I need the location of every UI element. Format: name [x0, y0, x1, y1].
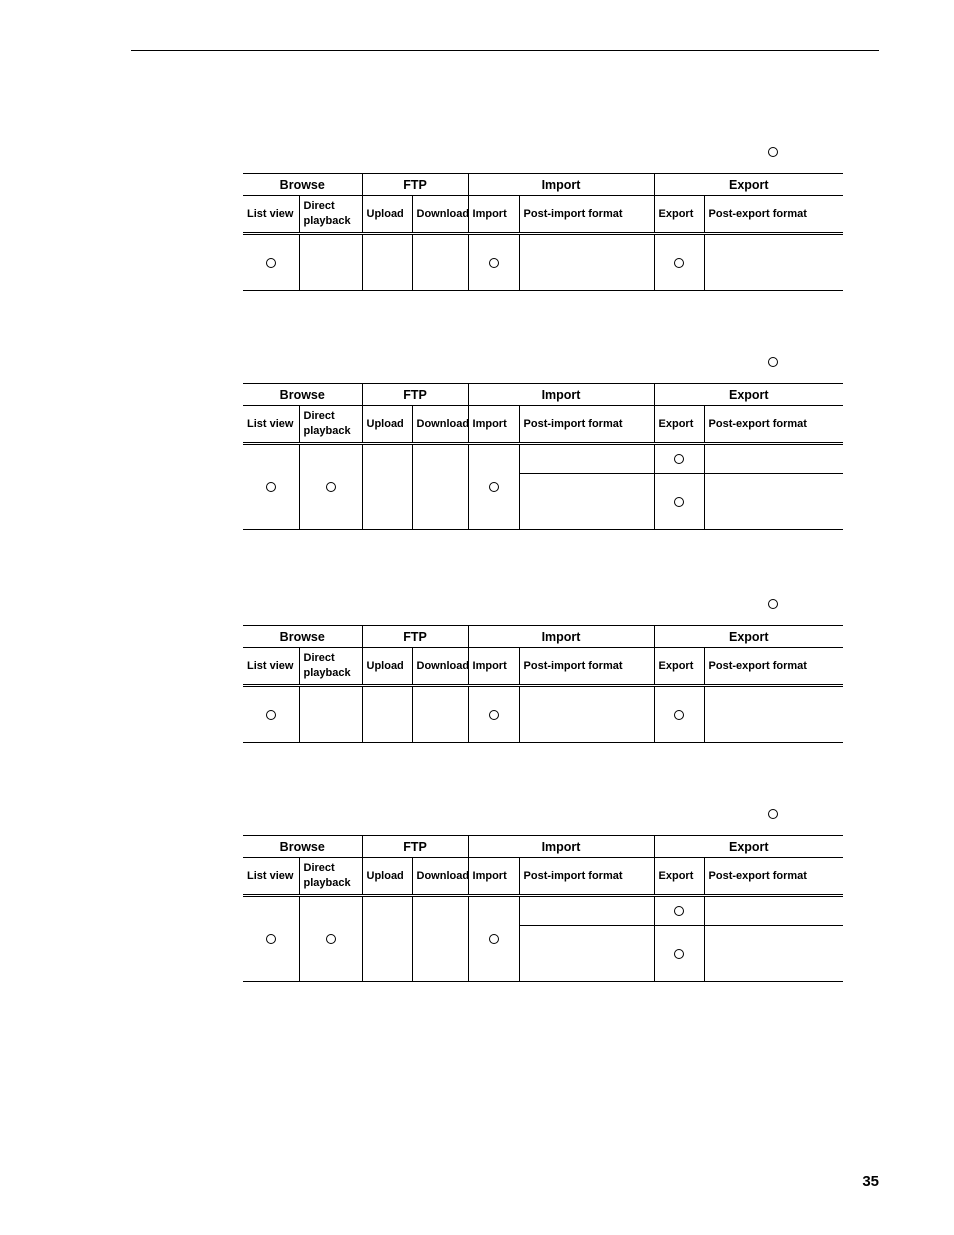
permissions-table-2	[243, 383, 843, 530]
circle-mark-icon	[674, 497, 684, 507]
cell-post-import-format	[519, 444, 654, 474]
col-download: Download	[412, 648, 468, 686]
col-list-view: List view	[243, 196, 299, 234]
col-upload: Upload	[362, 648, 412, 686]
col-export: Export	[654, 858, 704, 896]
cell-download	[412, 896, 468, 982]
col-post-import-format: Post-import format	[519, 858, 654, 896]
col-direct-playback: Direct playback	[299, 858, 362, 896]
cell-post-import-format	[519, 896, 654, 926]
circle-mark-icon	[326, 482, 336, 492]
cell-download	[412, 234, 468, 291]
circle-mark-icon	[674, 258, 684, 268]
circle-mark-icon	[266, 710, 276, 720]
col-post-export-format: Post-export format	[704, 648, 843, 686]
col-upload: Upload	[362, 858, 412, 896]
circle-mark-icon	[489, 258, 499, 268]
cell-download	[412, 686, 468, 743]
page-number: 35	[862, 1173, 879, 1190]
col-download: Download	[412, 196, 468, 234]
circle-mark-icon	[674, 710, 684, 720]
cell-import	[468, 686, 519, 743]
cell-export	[654, 234, 704, 291]
col-export: Export	[654, 406, 704, 444]
col-list-view: List view	[243, 406, 299, 444]
cell-post-import-format	[519, 234, 654, 291]
circle-mark-icon	[266, 934, 276, 944]
group-import: Import	[468, 174, 654, 196]
col-list-view: List view	[243, 648, 299, 686]
cell-export	[654, 444, 704, 474]
group-import: Import	[468, 626, 654, 648]
legend-circle-icon	[768, 599, 778, 609]
group-ftp: FTP	[362, 384, 468, 406]
group-browse: Browse	[243, 836, 362, 858]
header-rule	[131, 50, 879, 51]
group-browse: Browse	[243, 384, 362, 406]
cell-export	[654, 474, 704, 530]
col-direct-playback: Direct playback	[299, 196, 362, 234]
col-download: Download	[412, 406, 468, 444]
cell-import	[468, 234, 519, 291]
cell-export	[654, 926, 704, 982]
col-import: Import	[468, 406, 519, 444]
col-download: Download	[412, 858, 468, 896]
cell-post-import-format	[519, 926, 654, 982]
cell-upload	[362, 896, 412, 982]
legend-circle-icon	[768, 809, 778, 819]
cell-direct-playback	[299, 444, 362, 530]
cell-list-view	[243, 444, 299, 530]
col-post-export-format: Post-export format	[704, 196, 843, 234]
circle-mark-icon	[674, 906, 684, 916]
cell-list-view	[243, 234, 299, 291]
cell-import	[468, 896, 519, 982]
cell-download	[412, 444, 468, 530]
cell-direct-playback	[299, 234, 362, 291]
permissions-table-1	[243, 173, 843, 291]
circle-mark-icon	[674, 949, 684, 959]
cell-post-import-format	[519, 474, 654, 530]
group-browse: Browse	[243, 174, 362, 196]
group-ftp: FTP	[362, 174, 468, 196]
cell-post-export-format	[704, 686, 843, 743]
cell-upload	[362, 234, 412, 291]
permissions-table-3	[243, 625, 843, 743]
group-export: Export	[654, 384, 843, 406]
circle-mark-icon	[489, 710, 499, 720]
col-post-import-format: Post-import format	[519, 406, 654, 444]
cell-post-export-format	[704, 234, 843, 291]
legend-circle-icon	[768, 357, 778, 367]
group-import: Import	[468, 384, 654, 406]
cell-post-export-format	[704, 444, 843, 474]
group-export: Export	[654, 174, 843, 196]
col-post-import-format: Post-import format	[519, 648, 654, 686]
cell-post-export-format	[704, 896, 843, 926]
cell-list-view	[243, 686, 299, 743]
col-export: Export	[654, 196, 704, 234]
col-list-view: List view	[243, 858, 299, 896]
col-upload: Upload	[362, 406, 412, 444]
cell-export	[654, 896, 704, 926]
cell-list-view	[243, 896, 299, 982]
circle-mark-icon	[266, 258, 276, 268]
col-import: Import	[468, 858, 519, 896]
col-export: Export	[654, 648, 704, 686]
legend-circle-icon	[768, 147, 778, 157]
cell-post-import-format	[519, 686, 654, 743]
cell-upload	[362, 444, 412, 530]
group-browse: Browse	[243, 626, 362, 648]
circle-mark-icon	[674, 454, 684, 464]
cell-export	[654, 686, 704, 743]
group-import: Import	[468, 836, 654, 858]
circle-mark-icon	[489, 934, 499, 944]
col-post-import-format: Post-import format	[519, 196, 654, 234]
col-import: Import	[468, 648, 519, 686]
circle-mark-icon	[489, 482, 499, 492]
cell-import	[468, 444, 519, 530]
col-upload: Upload	[362, 196, 412, 234]
col-import: Import	[468, 196, 519, 234]
group-ftp: FTP	[362, 836, 468, 858]
group-export: Export	[654, 836, 843, 858]
circle-mark-icon	[326, 934, 336, 944]
circle-mark-icon	[266, 482, 276, 492]
group-export: Export	[654, 626, 843, 648]
cell-direct-playback	[299, 896, 362, 982]
cell-post-export-format	[704, 926, 843, 982]
cell-upload	[362, 686, 412, 743]
cell-post-export-format	[704, 474, 843, 530]
permissions-table-4	[243, 835, 843, 982]
group-ftp: FTP	[362, 626, 468, 648]
col-direct-playback: Direct playback	[299, 406, 362, 444]
col-post-export-format: Post-export format	[704, 406, 843, 444]
col-post-export-format: Post-export format	[704, 858, 843, 896]
cell-direct-playback	[299, 686, 362, 743]
col-direct-playback: Direct playback	[299, 648, 362, 686]
